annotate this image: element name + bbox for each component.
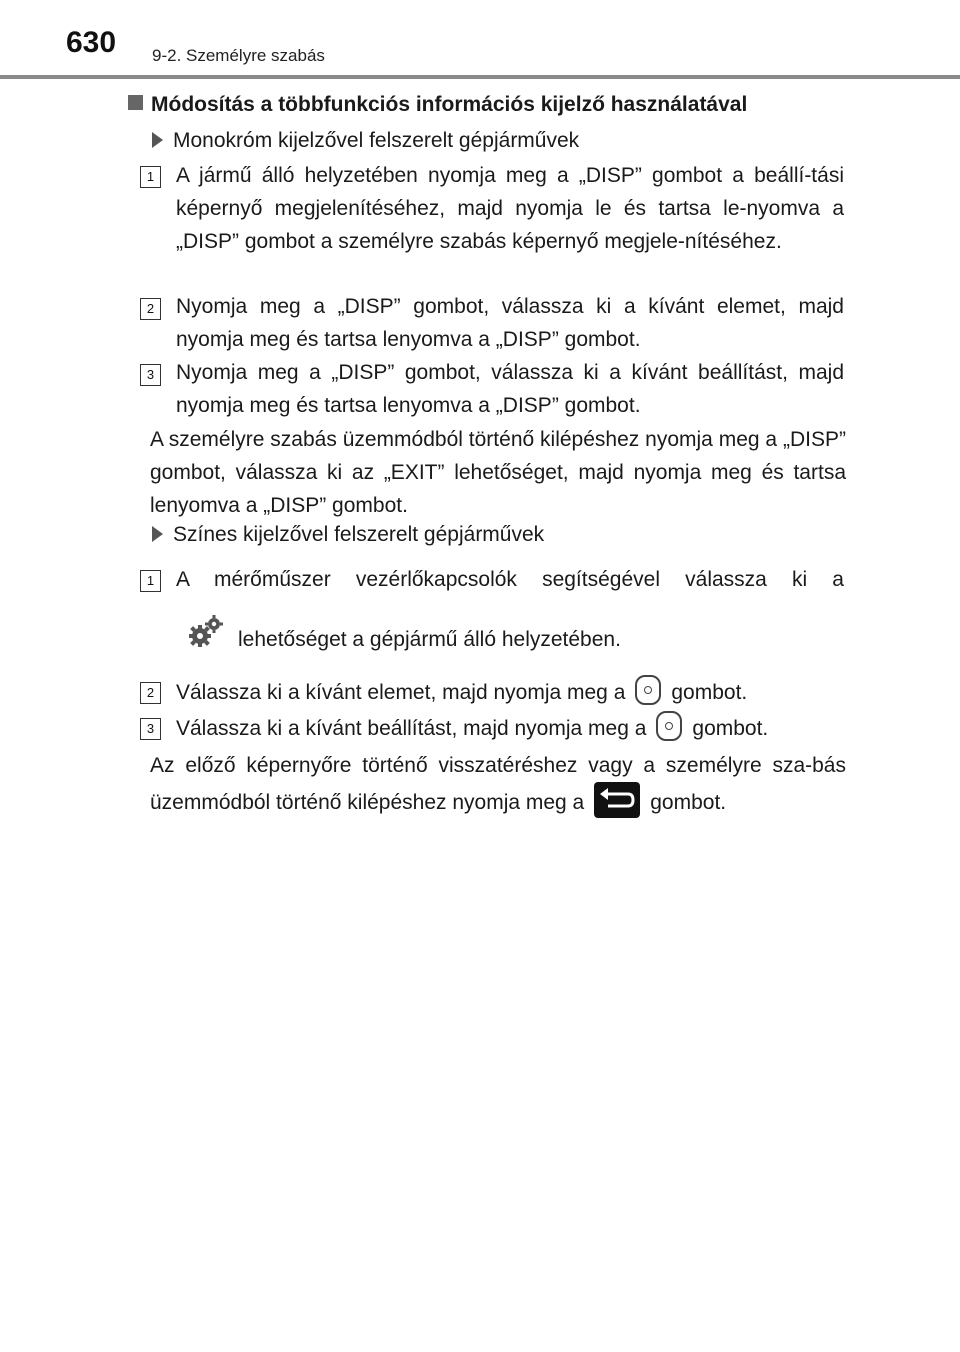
step-number-badge: 1: [140, 570, 161, 592]
step-number-badge: 2: [140, 298, 161, 320]
header-rule: [0, 75, 960, 79]
main-heading: Módosítás a többfunkciós információs kijelző használatával: [128, 88, 747, 121]
color-step-1-cont: lehetőséget a gépjármű álló helyzetében.: [186, 612, 846, 656]
enter-button-icon: [635, 675, 661, 705]
mono-step-3: Nyomja meg a „DISP” gombot, válassza ki a kívánt beállítást, majd nyomja meg és tartsa lenyomva a „DISP” gombot.: [176, 361, 844, 417]
mono-step-1: A jármű álló helyzetében nyomja meg a „DISP” gombot a beállí-tási képernyő megjelenítéséhez, majd nyomja le és tartsa le-nyomva a „DISP” gombot a személyre szabás képernyő megjele-nítéséhez.: [176, 164, 844, 253]
triangle-bullet-icon: [152, 132, 163, 148]
color-step-1-text: A mérőműszer vezérlőkapcsolók segítségével válassza ki a: [176, 568, 844, 591]
step-number-badge: 1: [140, 166, 161, 188]
color-step-3: Válassza ki a kívánt beállítást, majd nyomja meg a gombot.: [176, 711, 846, 745]
mono-exit-note: A személyre szabás üzemmódból történő kilépéshez nyomja meg a „DISP” gombot, válassza ki az „EXIT” lehetőséget, majd nyomja meg és tartsa lenyomva a „DISP” gombot.: [150, 428, 846, 517]
enter-button-icon: [656, 711, 682, 741]
page-header: [0, 0, 960, 82]
step-number-badge: 3: [140, 364, 161, 386]
color-subheading: Színes kijelzővel felszerelt gépjárművek: [152, 518, 544, 551]
gear-settings-icon: [186, 612, 226, 652]
section-title: 9-2. Személyre szabás: [152, 46, 325, 65]
triangle-bullet-icon: [152, 526, 163, 542]
step-number-badge: 2: [140, 682, 161, 704]
color-return-note: Az előző képernyőre történő visszatéréshez vagy a személyre sza-bás üzemmódból történő kilépéshez nyomja meg a gombot.: [150, 749, 846, 819]
color-step-2: Válassza ki a kívánt elemet, majd nyomja meg a gombot.: [176, 675, 846, 709]
mono-subheading: Monokróm kijelzővel felszerelt gépjárművek: [152, 124, 579, 157]
mono-step-2: Nyomja meg a „DISP” gombot, válassza ki a kívánt elemet, majd nyomja meg és tartsa lenyomva a „DISP” gombot.: [176, 295, 844, 351]
square-bullet-icon: [128, 95, 143, 110]
back-arrow-icon: [594, 782, 640, 818]
step-number-badge: 3: [140, 718, 161, 740]
page-number: 630: [66, 26, 117, 59]
